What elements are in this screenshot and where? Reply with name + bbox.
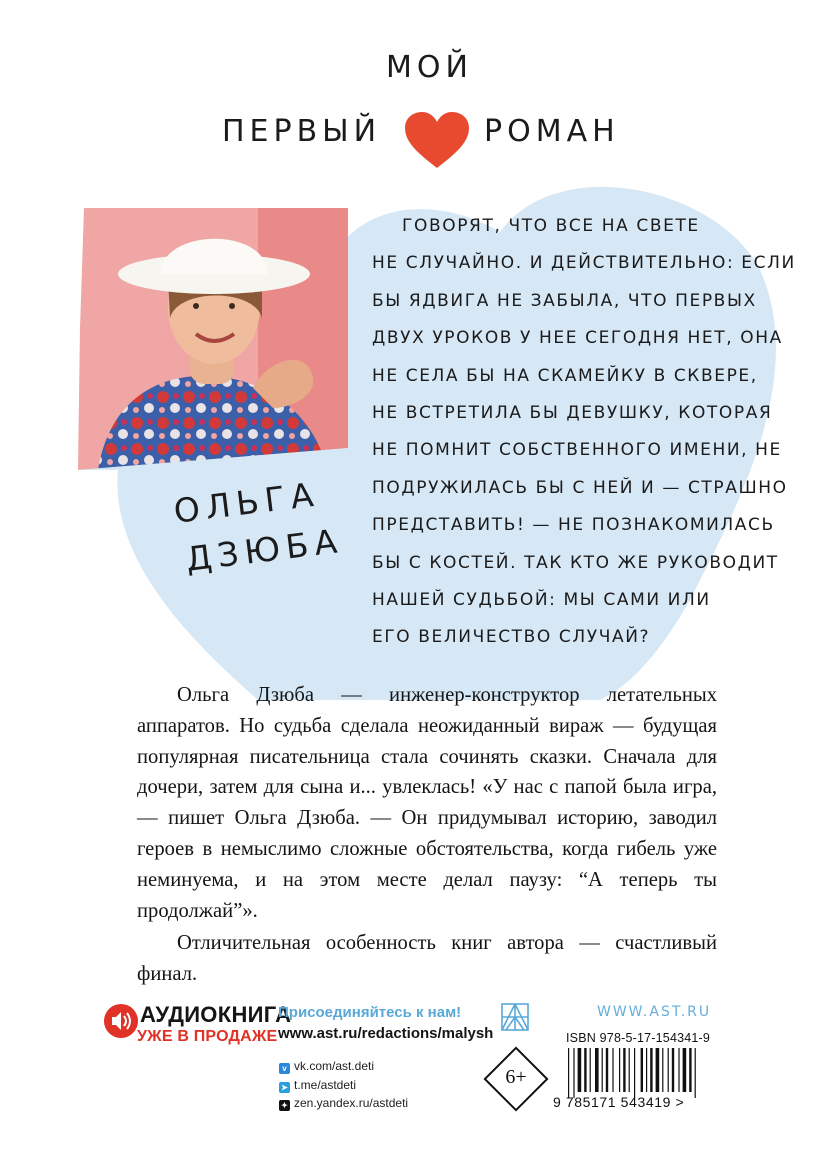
annotation-line: НЕ СЛУЧАЙНО. И ДЕЙСТВИТЕЛЬНО: ЕСЛИ	[372, 253, 796, 274]
author-first-name: ОЛЬГА	[171, 474, 322, 531]
barcode-bar	[689, 1048, 691, 1092]
annotation-line: НАШЕЙ СУДЬБОЙ: МЫ САМИ ИЛИ	[372, 590, 711, 611]
bio-paragraph: Ольга Дзюба — инженер-конструктор летательных аппаратов. Но судьба сделала неожиданный вираж — будущая популярная писательница стала сочинять сказки. Сначала для дочери, затем для сына и... увлеклась! «У нас с папой была игра, — пишет Ольга Дзюба. — Он придумывал историю, заводил героев в немыслимо сложные обстоятельства, когда гибель уже неминуема, и на этом месте делал паузу: “А теперь ты продолжай”».	[137, 684, 717, 922]
author-bio	[137, 680, 717, 990]
ast-emblem-icon	[500, 1000, 530, 1034]
barcode-bar	[678, 1048, 679, 1092]
barcode-bar	[595, 1048, 599, 1092]
join-us-text: Присоединяйтесь к нам!	[278, 1004, 462, 1021]
barcode-bar	[584, 1048, 586, 1092]
bio-paragraph: Отличительная особенность книг автора — счастливый финал.	[137, 932, 717, 986]
barcode-bar	[578, 1048, 582, 1092]
social-link-text: zen.yandex.ru/astdeti	[294, 1096, 409, 1110]
telegram-icon: ➤	[279, 1082, 290, 1093]
barcode-bar	[695, 1048, 696, 1098]
annotation-line: НЕ ПОМНИТ СОБСТВЕННОГО ИМЕНИ, НЕ	[372, 440, 782, 461]
audiobook-title: АУДИОКНИГА	[140, 1002, 292, 1027]
barcode-bar	[623, 1048, 625, 1092]
audiobook-subtitle: УЖЕ В ПРОДАЖЕ	[137, 1028, 278, 1045]
heart-icon	[402, 110, 472, 170]
barcode-bar	[668, 1048, 669, 1092]
author-photo	[78, 208, 348, 470]
annotation-line: ПОДРУЖИЛАСЬ БЫ С НЕЙ И — СТРАШНО	[372, 477, 788, 498]
social-link-text: vk.com/ast.deti	[294, 1059, 375, 1073]
barcode-digits: 9 785171 543419 >	[553, 1094, 685, 1110]
age-rating-text: 6+	[505, 1066, 527, 1088]
social-link-zen[interactable]	[279, 1095, 408, 1111]
barcode-bar	[619, 1048, 620, 1092]
barcode-bar	[568, 1048, 569, 1098]
barcode-bar	[641, 1048, 643, 1092]
barcode-bar	[573, 1048, 574, 1098]
author-name	[170, 474, 345, 584]
book-annotation	[372, 208, 796, 657]
annotation-line: НЕ СЕЛА БЫ НА СКАМЕЙКУ В СКВЕРЕ,	[372, 365, 758, 386]
barcode-bar	[629, 1048, 630, 1092]
annotation-line: ЕГО ВЕЛИЧЕСТВО СЛУЧАЙ?	[372, 627, 651, 648]
annotation-line: ГОВОРЯТ, ЧТО ВСЕ НА СВЕТЕ	[402, 216, 700, 236]
barcode-bar	[612, 1048, 613, 1092]
barcode-bar	[650, 1048, 652, 1092]
barcode-bar	[634, 1048, 635, 1098]
barcode-bar	[672, 1048, 674, 1092]
isbn-text: ISBN 978-5-17-154341-9	[566, 1031, 711, 1045]
social-link-text: t.me/astdeti	[294, 1078, 357, 1092]
barcode-bar	[602, 1048, 603, 1092]
annotation-line: ДВУХ УРОКОВ У НЕЕ СЕГОДНЯ НЕТ, ОНА	[372, 328, 783, 349]
barcode-bar	[646, 1048, 647, 1092]
social-link-vk[interactable]	[279, 1058, 374, 1074]
series-title-line1: МОЙ	[386, 50, 473, 85]
annotation-line: ПРЕДСТАВИТЬ! — НЕ ПОЗНАКОМИЛАСЬ	[372, 515, 775, 536]
annotation-line: НЕ ВСТРЕТИЛА БЫ ДЕВУШКУ, КОТОРАЯ	[372, 403, 773, 424]
barcode-bar	[656, 1048, 660, 1092]
series-title-line2	[222, 110, 622, 160]
annotation-line: БЫ ЯДВИГА НЕ ЗАБЫЛА, ЧТО ПЕРВЫХ	[372, 290, 757, 311]
audiobook-logo-icon	[103, 1003, 139, 1039]
barcode-bar	[683, 1048, 687, 1092]
publisher-url[interactable]: www.ast.ru/redactions/malysh	[278, 1025, 494, 1042]
vk-icon: v	[279, 1063, 290, 1074]
social-link-telegram[interactable]	[279, 1077, 356, 1093]
barcode-bar	[662, 1048, 663, 1092]
barcode-bar	[606, 1048, 608, 1092]
zen-icon: ✦	[279, 1100, 290, 1111]
author-last-name: ДЗЮБА	[183, 520, 345, 579]
series-word-first: ПЕРВЫЙ	[222, 114, 382, 149]
barcode-bar	[590, 1048, 591, 1092]
series-word-novel: РОМАН	[484, 114, 620, 149]
annotation-line: БЫ С КОСТЕЙ. ТАК КТО ЖЕ РУКОВОДИТ	[372, 552, 779, 573]
website-link[interactable]: WWW.AST.RU	[597, 1004, 712, 1020]
